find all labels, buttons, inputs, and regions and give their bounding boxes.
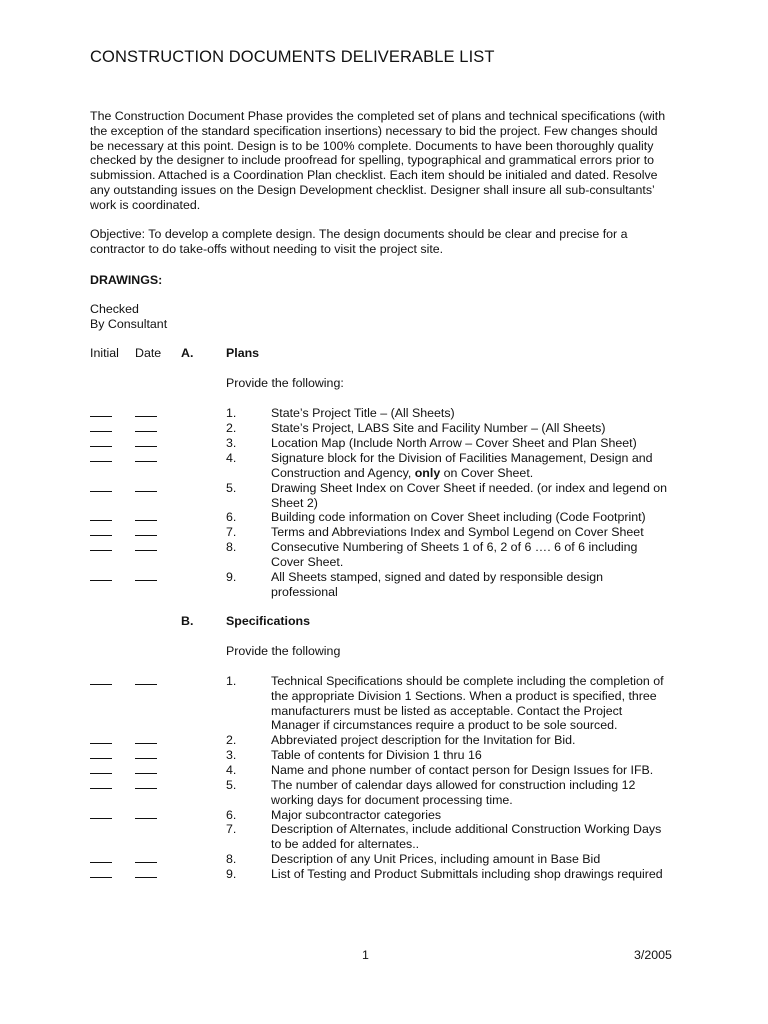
item-text: Name and phone number of contact person for Design Issues for IFB.: [271, 763, 654, 777]
intro-line: The Construction Document Phase provides the completed set of plans and technical specifications (with: [90, 109, 666, 123]
item-text: Building code information on Cover Sheet including (Code Footprint): [271, 510, 646, 524]
initial-blank[interactable]: [90, 748, 112, 759]
only-emphasis: only: [414, 465, 441, 480]
date-blank[interactable]: [135, 481, 157, 492]
date-blank[interactable]: [135, 451, 157, 462]
item-number: 9.: [226, 867, 237, 881]
item-number: 6.: [226, 510, 237, 524]
section-a-letter: A.: [181, 346, 194, 360]
drawings-heading: DRAWINGS:: [90, 273, 163, 287]
item-number: 3.: [226, 748, 237, 762]
checklist-row: [90, 481, 690, 510]
section-a-title: Plans: [226, 346, 260, 360]
initial-blank[interactable]: [90, 421, 112, 432]
initial-blank[interactable]: [90, 674, 112, 685]
section-a-provide: Provide the following:: [226, 376, 344, 390]
revision-date: 3/2005: [634, 948, 672, 962]
checklist-row: [90, 570, 690, 599]
date-blank[interactable]: [135, 778, 157, 789]
item-text: The number of calendar days allowed for construction including 12 working days for document processing time.: [271, 778, 636, 807]
checklist-row: [90, 436, 690, 451]
initial-blank[interactable]: [90, 867, 112, 878]
item-text: Major subcontractor categories: [271, 808, 442, 822]
initial-blank[interactable]: [90, 852, 112, 863]
item-number: 7.: [226, 822, 237, 836]
initial-blank[interactable]: [90, 525, 112, 536]
initial-blank[interactable]: [90, 406, 112, 417]
date-blank[interactable]: [135, 421, 157, 432]
column-initial: Initial: [90, 346, 119, 360]
item-text: Technical Specifications should be complete including the completion of the appropriate Division 1 Sections. When a product is specified, three manufacturers must be listed as acceptable. Contact the Project Manager if circumstances require a product to be sole sourced.: [271, 674, 664, 733]
initial-blank[interactable]: [90, 808, 112, 819]
initial-blank[interactable]: [90, 763, 112, 774]
checklist-row: [90, 867, 690, 882]
checklist-row: [90, 763, 690, 778]
column-date: Date: [135, 346, 162, 360]
item-text: Terms and Abbreviations Index and Symbol Legend on Cover Sheet: [271, 525, 644, 539]
checklist-row: [90, 406, 690, 421]
checked-label: Checked: [90, 302, 139, 316]
initial-blank[interactable]: [90, 451, 112, 462]
date-blank[interactable]: [135, 510, 157, 521]
item-number: 1.: [226, 406, 237, 420]
date-blank[interactable]: [135, 852, 157, 863]
item-number: 5.: [226, 481, 237, 495]
item-text: Drawing Sheet Index on Cover Sheet if needed. (or index and legend on Sheet 2): [271, 481, 668, 510]
date-blank[interactable]: [135, 763, 157, 774]
initial-blank[interactable]: [90, 570, 112, 581]
checklist-row: [90, 510, 690, 525]
initial-blank[interactable]: [90, 540, 112, 551]
page-number: 1: [362, 948, 369, 962]
item-text: State’s Project Title – (All Sheets): [271, 406, 455, 420]
intro-line: checked by the designer to include proofread for spelling, typographical and grammatical errors prior to: [90, 153, 655, 168]
item-number: 2.: [226, 733, 237, 747]
section-b-provide: Provide the following: [226, 644, 341, 658]
checklist-row: [90, 540, 690, 569]
date-blank[interactable]: [135, 733, 157, 744]
checklist-row: [90, 808, 690, 823]
item-text: Description of any Unit Prices, including amount in Base Bid: [271, 852, 601, 866]
date-blank[interactable]: [135, 525, 157, 536]
item-text: State’s Project, LABS Site and Facility Number – (All Sheets): [271, 421, 606, 435]
by-consultant-label: By Consultant: [90, 317, 168, 331]
item-number: 1.: [226, 674, 237, 688]
intro-line: work is coordinated.: [90, 197, 201, 212]
checklist-row: [90, 733, 690, 748]
date-blank[interactable]: [135, 748, 157, 759]
date-blank[interactable]: [135, 436, 157, 447]
item-text: Abbreviated project description for the Invitation for Bid.: [271, 733, 576, 747]
objective-line: contractor to do take-offs without needing to visit the project site.: [90, 241, 444, 256]
item-number: 6.: [226, 808, 237, 822]
checklist-row-no-blanks: [90, 822, 690, 851]
objective-paragraph: [90, 227, 690, 257]
checklist-row: [90, 748, 690, 763]
section-b-letter: B.: [181, 614, 194, 628]
initial-blank[interactable]: [90, 481, 112, 492]
date-blank[interactable]: [135, 867, 157, 878]
initial-blank[interactable]: [90, 733, 112, 744]
checklist-row: [90, 778, 690, 807]
initial-blank[interactable]: [90, 778, 112, 789]
item-text: All Sheets stamped, signed and dated by responsible design professional: [271, 570, 604, 599]
date-blank[interactable]: [135, 570, 157, 581]
item-text: List of Testing and Product Submittals including shop drawings required: [271, 867, 663, 881]
initial-blank[interactable]: [90, 510, 112, 521]
checklist-row: [90, 852, 690, 867]
item-number: 3.: [226, 436, 237, 450]
intro-line: submission. Attached is a Coordination Plan checklist. Each item should be initialed and dated. Resolve: [90, 168, 658, 183]
section-b-title: Specifications: [226, 614, 311, 628]
item-text: Location Map (Include North Arrow – Cover Sheet and Plan Sheet): [271, 436, 637, 450]
intro-line: the exception of the standard specification insertions) necessary to bid the project. Few changes should: [90, 123, 658, 138]
item-number: 2.: [226, 421, 237, 435]
intro-line: any outstanding issues on the Design Development checklist. Designer shall insure all sub-consultants’: [90, 182, 655, 197]
date-blank[interactable]: [135, 540, 157, 551]
date-blank[interactable]: [135, 406, 157, 417]
item-text: Table of contents for Division 1 thru 16: [271, 748, 482, 762]
checklist-row: [90, 451, 690, 480]
item-number: 5.: [226, 778, 237, 792]
page-title: CONSTRUCTION DOCUMENTS DELIVERABLE LIST: [90, 48, 495, 66]
item-text: Description of Alternates, include additional Construction Working Days to be added for alternates..: [271, 822, 662, 851]
item-text: Consecutive Numbering of Sheets 1 of 6, 2 of 6 …. 6 of 6 including Cover Sheet.: [271, 540, 638, 569]
item-number: 8.: [226, 852, 237, 866]
date-blank[interactable]: [135, 674, 157, 685]
objective-line: Objective: To develop a complete design. The design documents should be clear and precise for a: [90, 227, 628, 241]
item-text: Signature block for the Division of Facilities Management, Design and Construction and Agency, only on Cover Sheet.: [271, 451, 653, 480]
item-number: 9.: [226, 570, 237, 584]
checklist-row: [90, 674, 690, 733]
item-number: 4.: [226, 451, 237, 465]
item-number: 4.: [226, 763, 237, 777]
checklist-row: [90, 525, 690, 540]
item-number: 8.: [226, 540, 237, 554]
date-blank[interactable]: [135, 808, 157, 819]
item-number: 7.: [226, 525, 237, 539]
checklist-row: [90, 421, 690, 436]
initial-blank[interactable]: [90, 436, 112, 447]
intro-paragraph: [90, 109, 690, 213]
intro-line: be necessary at this point. Design is to be 100% complete. Documents to have been thoroughly quality: [90, 138, 654, 153]
